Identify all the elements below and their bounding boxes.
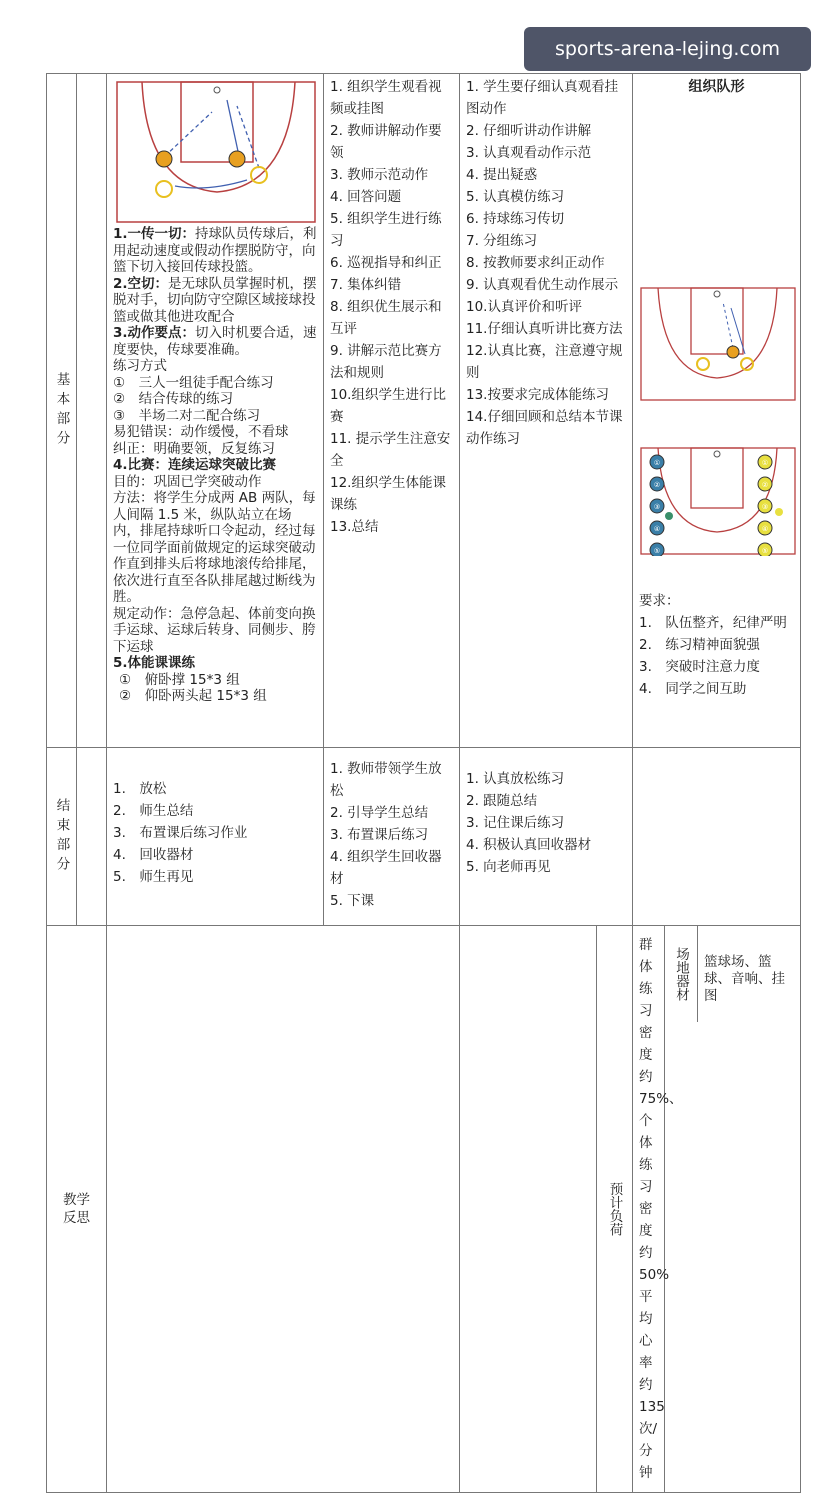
blank-cell <box>77 748 107 926</box>
requirement-item: 2. 练习精神面貌强 <box>639 637 760 653</box>
teacher-step: 6. 巡视指导和纠正 <box>330 255 442 271</box>
end-teacher-step: 3. 布置课后练习 <box>330 827 429 843</box>
pass-cut-diagram <box>107 74 324 226</box>
common-error: 易犯错误：动作缓慢，不看球 <box>113 424 289 440</box>
team-a-player-label: ② <box>653 481 661 489</box>
student-step: 1. 学生要仔细认真观看挂图动作 <box>466 79 619 117</box>
venue-cell <box>665 926 801 1493</box>
student-step: 13.按要求完成体能练习 <box>466 387 609 403</box>
correction: 纠正：明确要领，反复练习 <box>113 440 275 457</box>
student-step: 8. 按教师要求纠正动作 <box>466 255 605 271</box>
teacher-step: 3. 教师示范动作 <box>330 167 429 183</box>
end-student-step: 2. 跟随总结 <box>466 793 538 809</box>
point4-heading: 4.比赛：连续运球突破比赛 <box>113 457 277 473</box>
point2-text: 是无球队员掌握时机，摆脱对手，切向防守空隙区域接球投篮或做其他进攻配合 <box>113 275 317 325</box>
end-content-item: 5. 师生再见 <box>113 869 194 885</box>
teacher-step: 5. 组织学生进行练习 <box>330 211 442 249</box>
game-rule: 规定动作：急停急起、体前变向换手运球、运球后转身、同侧步、胯下运球 <box>113 605 316 655</box>
formation-title: 组织队形 <box>688 79 745 95</box>
lesson-plan-table <box>46 73 801 1493</box>
formation-diagram-2 <box>633 442 801 556</box>
requirements-title: 要求： <box>639 593 680 609</box>
teacher-step: 11. 提示学生注意安全 <box>330 431 451 469</box>
end-student-step: 4. 积极认真回收器材 <box>466 837 592 853</box>
load-text: 群体练习密度约75%、个体练习密度约 50% 平均心率约 135 次/分钟 <box>633 926 665 1493</box>
practice-title: 练习方式 <box>113 358 167 374</box>
practice-item: ③ 半场二对二配合练习 <box>113 407 261 424</box>
point5-heading: 5.体能课课练 <box>113 655 196 671</box>
team-b-player-label: ⑤ <box>761 547 769 555</box>
watermark: sports-arena-lejing.com <box>524 27 811 71</box>
requirement-item: 4. 同学之间互助 <box>639 681 747 697</box>
student-step: 5. 认真模仿练习 <box>466 189 565 205</box>
end-content-item: 1. 放松 <box>113 781 167 797</box>
load-label: 预计负荷 <box>597 926 633 1493</box>
section-end: 结束部分 <box>47 748 77 926</box>
teacher-step: 8. 组织优生展示和互评 <box>330 299 442 337</box>
practice-item: ② 结合传球的练习 <box>113 391 234 407</box>
end-teacher-step: 5. 下课 <box>330 893 375 909</box>
team-a-player-label: ⑤ <box>653 547 661 555</box>
point3-text: 切入时机要合适，速度要快，传球要准确。 <box>113 325 317 358</box>
team-a-player-label: ④ <box>653 525 661 533</box>
student-step: 2. 仔细听讲动作讲解 <box>466 123 592 139</box>
requirement-item: 3. 突破时注意力度 <box>639 659 760 675</box>
point3-heading: 3.动作要点： <box>113 325 196 341</box>
game-goal: 目的：巩固已学突破动作 <box>113 473 262 490</box>
teacher-step: 7. 集体纠错 <box>330 277 402 293</box>
end-student-step: 3. 记住课后练习 <box>466 815 565 831</box>
student-activities <box>460 74 633 748</box>
student-step: 12.认真比赛，注意遵守规则 <box>466 343 623 381</box>
end-teacher-step: 1. 教师带领学生放松 <box>330 761 442 799</box>
content-cell <box>107 74 324 748</box>
team-b-player-label: ③ <box>761 503 769 511</box>
teacher-step: 13.总结 <box>330 519 379 535</box>
blank-cell <box>460 926 597 1493</box>
end-student-step: 1. 认真放松练习 <box>466 771 565 787</box>
end-student-step: 5. 向老师再见 <box>466 859 551 875</box>
teacher-step: 4. 回答问题 <box>330 189 402 205</box>
formation-diagram-1 <box>633 282 801 402</box>
game-method: 方法：将学生分成两 AB 两队，每人间隔 1.5 米，纵队站立在场内，排尾持球听口令起动，经过每一位同学面前做规定的运球突破动作直到排头后将球地滚传给排尾，依次进行直至各队排尾越过断线为胜。 <box>113 490 316 605</box>
teacher-step: 10.组织学生进行比赛 <box>330 387 446 425</box>
requirement-item: 1. 队伍整齐，纪律严明 <box>639 615 787 631</box>
blank-cell <box>77 74 107 748</box>
student-step: 11.仔细认真听讲比赛方法 <box>466 321 623 337</box>
student-step: 14.仔细回顾和总结本节课动作练习 <box>466 409 623 447</box>
formation-cell <box>633 74 801 748</box>
point1-heading: 1.一传一切： <box>113 226 196 242</box>
point1-text: 持球队员传球后，利用起动速度或假动作摆脱防守，向篮下切入接回传球投篮。 <box>113 226 317 275</box>
venue-label: 场地器材 <box>665 926 698 1022</box>
teacher-step: 9. 讲解示范比赛方法和规则 <box>330 343 442 381</box>
team-b-player-label: ① <box>761 459 769 467</box>
end-content-cell <box>107 748 324 926</box>
team-a-player-label: ③ <box>653 503 661 511</box>
team-a-player-label: ① <box>653 459 661 467</box>
fitness-item: ② 仰卧两头起 15*3 组 <box>119 688 267 704</box>
teacher-step: 2. 教师讲解动作要领 <box>330 123 442 161</box>
blank-cell <box>633 748 801 926</box>
team-b-player-label: ② <box>761 481 769 489</box>
point2-heading: 2.空切： <box>113 275 169 292</box>
practice-item: ① 三人一组徒手配合练习 <box>113 374 274 391</box>
end-content-item: 4. 回收器材 <box>113 847 194 863</box>
venue-text: 篮球场、篮球、音响、挂图 <box>704 954 786 1004</box>
student-step: 9. 认真观看优生动作展示 <box>466 277 619 293</box>
teacher-activities <box>324 74 460 748</box>
section-basic: 基本部分 <box>47 74 77 748</box>
section-reflect: 教学反思 <box>47 926 107 1493</box>
end-teacher-cell <box>324 748 460 926</box>
student-step: 3. 认真观看动作示范 <box>466 145 592 161</box>
end-teacher-step: 2. 引导学生总结 <box>330 805 429 821</box>
teacher-step: 12.组织学生体能课课练 <box>330 475 446 513</box>
student-step: 6. 持球练习传切 <box>466 211 565 227</box>
end-content-item: 3. 布置课后练习作业 <box>113 825 248 841</box>
fitness-item: ① 俯卧撑 15*3 组 <box>119 671 240 688</box>
end-teacher-step: 4. 组织学生回收器材 <box>330 849 442 887</box>
student-step: 7. 分组练习 <box>466 233 538 249</box>
team-b-player-label: ④ <box>761 525 769 533</box>
student-step: 10.认真评价和听评 <box>466 299 582 315</box>
reflect-content <box>107 926 460 1493</box>
student-step: 4. 提出疑惑 <box>466 167 538 183</box>
teacher-step: 1. 组织学生观看视频或挂图 <box>330 79 442 117</box>
end-content-item: 2. 师生总结 <box>113 803 194 819</box>
end-student-cell <box>460 748 633 926</box>
